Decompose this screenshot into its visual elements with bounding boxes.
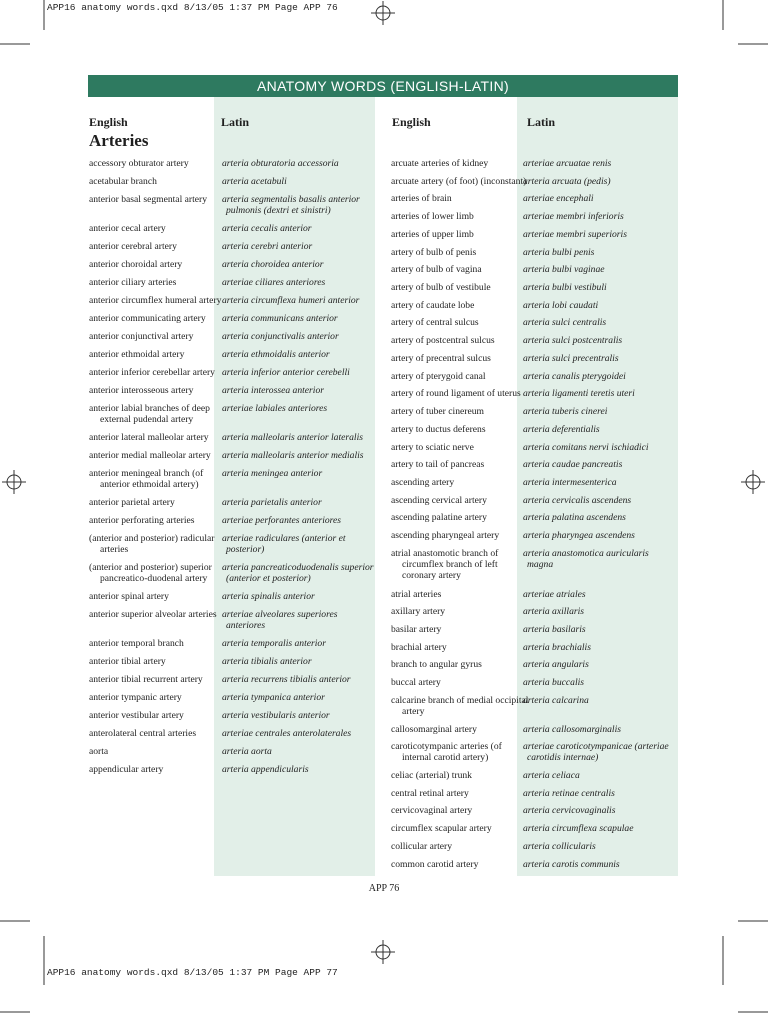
latin-term: arteriae atriales [523, 588, 586, 600]
english-term: anterior conjunctival artery [89, 331, 194, 342]
english-term: artery of bulb of vestibule [391, 282, 491, 294]
latin-term: arteria segmentalis basalis anterior pulmonis (dextri et sinistri) [222, 194, 360, 217]
header-english-left: English [89, 115, 128, 129]
latin-term: arteria meningea anterior [222, 468, 323, 479]
english-term: anterior perforating arteries [89, 515, 195, 526]
latin-term: arteria angularis [523, 659, 589, 671]
english-term: anterior basal segmental artery [89, 194, 208, 205]
latin-term: arteria choroidea anterior [222, 259, 324, 270]
english-term: anterior communicating artery [89, 313, 206, 324]
latin-term: arteria comitans nervi ischiadici [523, 441, 649, 453]
english-term: artery of bulb of penis [391, 246, 477, 258]
latin-term: arteria buccalis [523, 677, 585, 689]
latin-term: arteriae encephali [523, 193, 594, 205]
section-title: Arteries [89, 131, 149, 150]
english-term: anterior spinal artery [89, 591, 169, 602]
latin-term: arteria sulci centralis [523, 317, 607, 329]
latin-term: arteria bulbi penis [523, 246, 595, 258]
latin-term: arteria parietalis anterior [222, 497, 322, 508]
latin-term: arteria lobi caudati [523, 299, 599, 311]
english-term: axillary artery [391, 606, 446, 618]
latin-term: arteria tympanica anterior [222, 692, 325, 703]
english-term: artery of tuber cinereum [391, 406, 484, 418]
page-number: APP 76 [368, 883, 400, 894]
english-term: anterior tibial artery [89, 656, 166, 667]
english-term: arteries of upper limb [391, 228, 474, 240]
english-term: atrial arteries [391, 588, 442, 600]
english-term: anterior vestibular artery [89, 710, 184, 721]
header-latin-right: Latin [527, 115, 556, 129]
english-term: artery to sciatic nerve [391, 441, 474, 453]
english-term: anterior labial branches of deep external pudendal artery [89, 403, 210, 426]
latin-term: arteriae labiales anteriores [222, 403, 328, 414]
latin-term: arteria circumflexa scapulae [523, 823, 634, 835]
english-term: artery of precentral sulcus [391, 352, 491, 364]
latin-term: arteria canalis pterygoidei [523, 370, 626, 382]
english-term: accessory obturator artery [89, 158, 189, 169]
english-term: aorta [89, 746, 109, 757]
english-term: anterior tibial recurrent artery [89, 674, 203, 685]
latin-term: arteria tuberis cinerei [523, 406, 608, 418]
latin-term: arteria tibialis anterior [222, 656, 312, 667]
english-term: common carotid artery [391, 858, 479, 870]
latin-term: arteria deferentialis [523, 423, 600, 435]
latin-term: arteria intermesenterica [523, 476, 617, 488]
english-term: artery of bulb of vagina [391, 264, 482, 276]
english-term: artery to ductus deferens [391, 423, 486, 435]
english-term: artery of pterygoid canal [391, 370, 486, 382]
english-term: anterolateral central arteries [89, 728, 197, 739]
latin-term: arteria pancreaticoduodenalis superior (anterior et posterior) [222, 562, 374, 585]
english-term: branch to angular gyrus [391, 659, 482, 671]
latin-term: arteria palatina ascendens [523, 512, 626, 524]
english-term: buccal artery [391, 677, 441, 689]
english-term: anterior ethmoidal artery [89, 349, 185, 360]
registration-target [741, 470, 765, 494]
latin-term: arteria interossea anterior [222, 385, 324, 396]
latin-term: arteria anastomotica auricularis magna [523, 547, 649, 571]
english-term: anterior interosseous artery [89, 385, 194, 396]
registration-target [2, 470, 26, 494]
latin-term: arteria bulbi vestibuli [523, 282, 607, 294]
english-term: arcuate arteries of kidney [391, 158, 489, 169]
header-english-right: English [392, 115, 431, 129]
english-term: acetabular branch [89, 176, 157, 187]
latin-term: arteria ethmoidalis anterior [222, 349, 330, 360]
english-term: calcarine branch of medial occipital artery [391, 694, 529, 718]
english-term: anterior temporal branch [89, 638, 184, 649]
english-term: cervicovaginal artery [391, 805, 473, 817]
header-latin-left: Latin [221, 115, 250, 129]
english-term: appendicular artery [89, 764, 164, 775]
english-term: arteries of brain [391, 193, 452, 205]
english-term: anterior circumflex humeral artery [89, 295, 222, 306]
latin-term: arteria cerebri anterior [222, 241, 313, 252]
english-term: anterior cecal artery [89, 223, 166, 234]
english-term: artery to tail of pancreas [391, 459, 485, 471]
latin-term: arteria sulci precentralis [523, 352, 619, 364]
latin-term: arteriae membri inferioris [523, 211, 624, 223]
latin-term: arteria cecalis anterior [222, 223, 312, 234]
printer-slug-top: APP16 anatomy words.qxd 8/13/05 1:37 PM Page APP 76 [47, 2, 338, 13]
latin-term: arteria recurrens tibialis anterior [222, 674, 351, 685]
english-term: callosomarginal artery [391, 723, 477, 735]
latin-term: arteria malleolaris anterior medialis [222, 450, 364, 461]
latin-term: arteria caudae pancreatis [523, 459, 623, 471]
english-term: circumflex scapular artery [391, 823, 492, 835]
english-term: arcuate artery (of foot) (inconstant) [391, 175, 527, 187]
english-term: ascending pharyngeal artery [391, 530, 500, 542]
english-term: artery of round ligament of uterus [391, 388, 521, 400]
latin-term: arteria celiaca [523, 770, 580, 781]
latin-term: arteria calcarina [523, 694, 589, 706]
english-term: ascending cervical artery [391, 494, 487, 506]
latin-term: arteria brachialis [523, 641, 591, 653]
latin-term: arteria conjunctivalis anterior [222, 331, 339, 342]
latin-term: arteria basilaris [523, 623, 586, 635]
english-term: (anterior and posterior) superior pancreatico-duodenal artery [89, 562, 212, 585]
latin-term: arteria inferior anterior cerebelli [222, 367, 350, 378]
latin-term: arteria sulci postcentralis [523, 335, 623, 347]
printer-slug-bottom: APP16 anatomy words.qxd 8/13/05 1:37 PM Page APP 77 [47, 967, 338, 978]
latin-term: arteriae radiculares (anterior et posterior) [222, 533, 346, 556]
english-term: (anterior and posterior) radicular arteries [89, 533, 215, 556]
english-term: arteries of lower limb [391, 211, 474, 223]
latin-term: arteria carotis communis [523, 858, 620, 870]
registration-target [371, 940, 395, 964]
latin-term: arteria arcuata (pedis) [523, 175, 611, 187]
latin-term: arteriae alveolares superiores anteriores [222, 609, 338, 632]
english-term: anterior ciliary arteries [89, 277, 177, 288]
latin-term: arteria spinalis anterior [222, 591, 315, 602]
latin-term: arteriae ciliares anteriores [222, 277, 326, 288]
latin-term: arteria cervicalis ascendens [523, 494, 632, 506]
english-term: anterior tympanic artery [89, 692, 182, 703]
latin-term: arteriae caroticotympanicae (arteriae carotidis internae) [523, 741, 669, 764]
english-term: anterior medial malleolar artery [89, 450, 211, 461]
english-term: anterior parietal artery [89, 497, 175, 508]
latin-term: arteria axillaris [523, 606, 585, 618]
english-term: anterior meningeal branch (of anterior ethmoidal artery) [89, 468, 204, 491]
english-term: collicular artery [391, 840, 452, 852]
registration-target [371, 1, 395, 25]
latin-term: arteria vestibularis anterior [222, 710, 330, 721]
latin-term: arteriae membri superioris [523, 228, 627, 240]
english-term: artery of caudate lobe [391, 299, 475, 311]
english-term: anterior lateral malleolar artery [89, 432, 209, 443]
latin-term: arteria cervicovaginalis [523, 805, 616, 817]
english-term: caroticotympanic arteries (of internal carotid artery) [391, 741, 502, 764]
latin-term: arteria bulbi vaginae [523, 264, 605, 276]
latin-term: arteria pharyngea ascendens [523, 530, 635, 542]
english-term: artery of postcentral sulcus [391, 335, 495, 347]
latin-term: arteria malleolaris anterior lateralis [222, 432, 363, 443]
english-term: ascending palatine artery [391, 512, 487, 524]
latin-term: arteriae perforantes anteriores [222, 515, 342, 526]
latin-term: arteria appendicularis [222, 764, 309, 775]
latin-term: arteria circumflexa humeri anterior [222, 295, 360, 306]
latin-term: arteria acetabuli [222, 176, 287, 187]
latin-term: arteria retinae centralis [523, 787, 615, 799]
english-term: basilar artery [391, 623, 442, 635]
page-banner: ANATOMY WORDS (ENGLISH-LATIN) [88, 75, 678, 97]
latin-term: arteriae centrales anterolaterales [222, 728, 352, 739]
english-term: brachial artery [391, 641, 447, 653]
english-term: anterior choroidal artery [89, 259, 183, 270]
english-term: central retinal artery [391, 787, 469, 799]
latin-term: arteria communicans anterior [222, 313, 338, 324]
english-term: atrial anastomotic branch of circumflex branch of left coronary artery [391, 547, 499, 582]
english-term: artery of central sulcus [391, 317, 479, 329]
latin-term: arteria collicularis [523, 840, 596, 852]
english-term: anterior inferior cerebellar artery [89, 367, 215, 378]
latin-term: arteria obturatoria accessoria [222, 158, 339, 169]
english-term: ascending artery [391, 476, 455, 488]
english-term: anterior cerebral artery [89, 241, 177, 252]
latin-term: arteriae arcuatae renis [523, 158, 612, 169]
latin-term: arteria ligamenti teretis uteri [523, 388, 635, 400]
latin-term: arteria callosomarginalis [523, 723, 621, 735]
latin-term: arteria aorta [222, 746, 272, 757]
english-term: celiac (arterial) trunk [391, 770, 472, 781]
english-term: anterior superior alveolar arteries [89, 609, 217, 620]
latin-term: arteria temporalis anterior [222, 638, 326, 649]
